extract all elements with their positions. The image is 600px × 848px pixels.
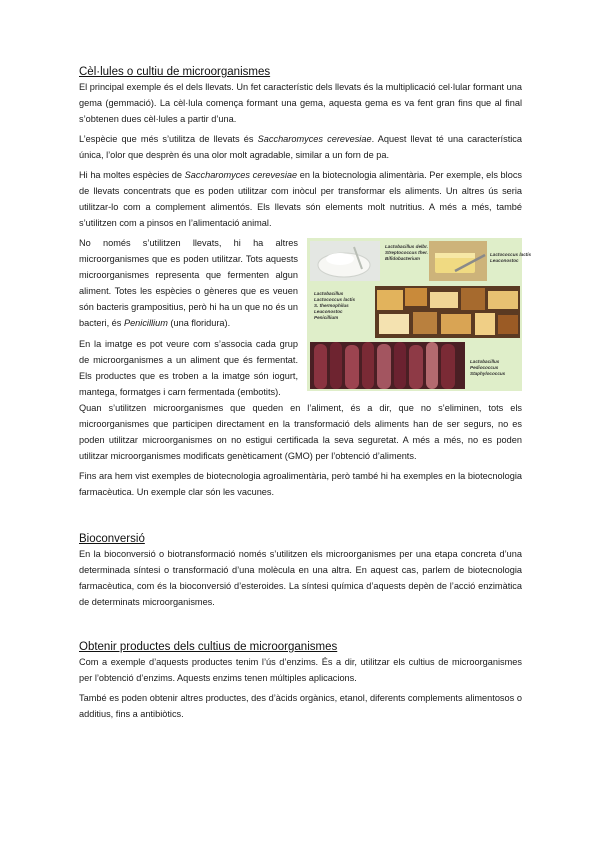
- section-title: Obtenir productes dels cultius de microorganismes: [79, 641, 338, 653]
- cheese-image: [375, 286, 520, 338]
- section-title: Bioconversió: [79, 533, 145, 545]
- paragraph: No només s’utilitzen llevats, hi ha altres microorganismes que es poden utilitzar. Tots aquests microorganismes representa que fermenten algun aliment. Totes les espècies o gèneres que es veuen són bacteris grampositius, però hi ha un que no és un bacteri, és Penicillium (una floridura).: [79, 238, 298, 328]
- sausage-image: [310, 342, 465, 389]
- fermented-foods-figure: [307, 238, 532, 391]
- paragraph: En la bioconversió o biotransformació només s’utilitzen els microorganismes per una etapa concreta d’una determinada síntesi o transformació d’una molècula en una altra. En aquest cas, parlem de biotecnologia farmacèutica, com és la bioconversió d’esteroides. La síntesi química d’aquests depèn de l’acció enzimàtica de determinats microorganismes.: [79, 549, 522, 607]
- section-bioconversio: [79, 533, 522, 610]
- document-content: [79, 66, 532, 726]
- paragraph: També es poden obtenir altres productes, des d’àcids orgànics, etanol, diferents complements alimentosos o additius, fins a antibiòtics.: [79, 693, 522, 719]
- butter-image: [429, 241, 487, 281]
- paragraph: Quan s’utilitzen microorganismes que queden en l’aliment, és a dir, que no s’eliminen, tots els microorganismes que participen directament en la transformació dels aliments han de ser segurs, no es poden utilitzar microorganismes on no estigui certificada la seva seguretat. A més a més, no es poden utilitzar microorganismes modificats genèticament (GMO) per l’obtenció d’aliments.: [79, 403, 522, 461]
- butter-label: Lactococcus lactis Leuconostoc: [490, 252, 532, 263]
- paragraph: En la imatge es pot veure com s’associa cada grup de microorganismes a un aliment que és fermentat. Els productes que es troben a la imatge són iogurt, mantega, formatges i carn fermentada (embotits).: [79, 339, 298, 397]
- paragraph: Com a exemple d’aquests productes tenim l’ús d’enzims. És a dir, utilitzar els cultius de microorganismes per l’obtenció d’enzims. Aquests enzims tenen múltiples aplicacions.: [79, 657, 522, 683]
- paragraph: Fins ara hem vist exemples de biotecnologia agroalimentària, però també hi ha exemples en la biotecnologia farmacèutica. Un exemple clar són les vacunes.: [79, 471, 522, 497]
- yogurt-image: [310, 241, 380, 281]
- sausage-label: Lactobacillus Pediococcus Staphylococcus: [470, 359, 506, 376]
- paragraph: El principal exemple és el dels llevats. Un fet característic dels llevats és la multiplicació cel·lular formant una gema (gemmació). La cèl·lula comença formant una gema, aquesta gema es va fent gran fins que al final s’obtenen dues cèl·lules a partir d’una.: [79, 82, 522, 124]
- paragraph: L’espècie que més s’utilitza de llevats és Saccharomyces cerevesiae. Aquest llevat té una característica única, l’olor que desprèn és una olor molt agradable, similar a un forn de pa.: [79, 134, 523, 160]
- paragraph: Hi ha moltes espècies de Saccharomyces cerevesiae en la biotecnologia alimentària. Per exemple, els blocs de llevats concentrats que es poden utilitzar com inòcul per transformar els aliments. Un altres ús seria utilitzar-lo com a complement alimentós. Els llevats són elements molt nutritius. A més a més, també s’utilitzen com a pinsos en l’alimentació animal.: [79, 170, 523, 228]
- section-cultius: [79, 66, 532, 500]
- yogurt-label: Lactobacillus delbr. Streptococcus ther. Bifidobacterium: [385, 244, 428, 261]
- cheese-label: Lactobacillus Lactococcus lactis S. thermophilus Leuconostoc Penicillium: [314, 291, 356, 320]
- section-title: Cèl·lules o cultiu de microorganismes: [79, 66, 271, 78]
- section-obtenir-productes: [79, 641, 522, 722]
